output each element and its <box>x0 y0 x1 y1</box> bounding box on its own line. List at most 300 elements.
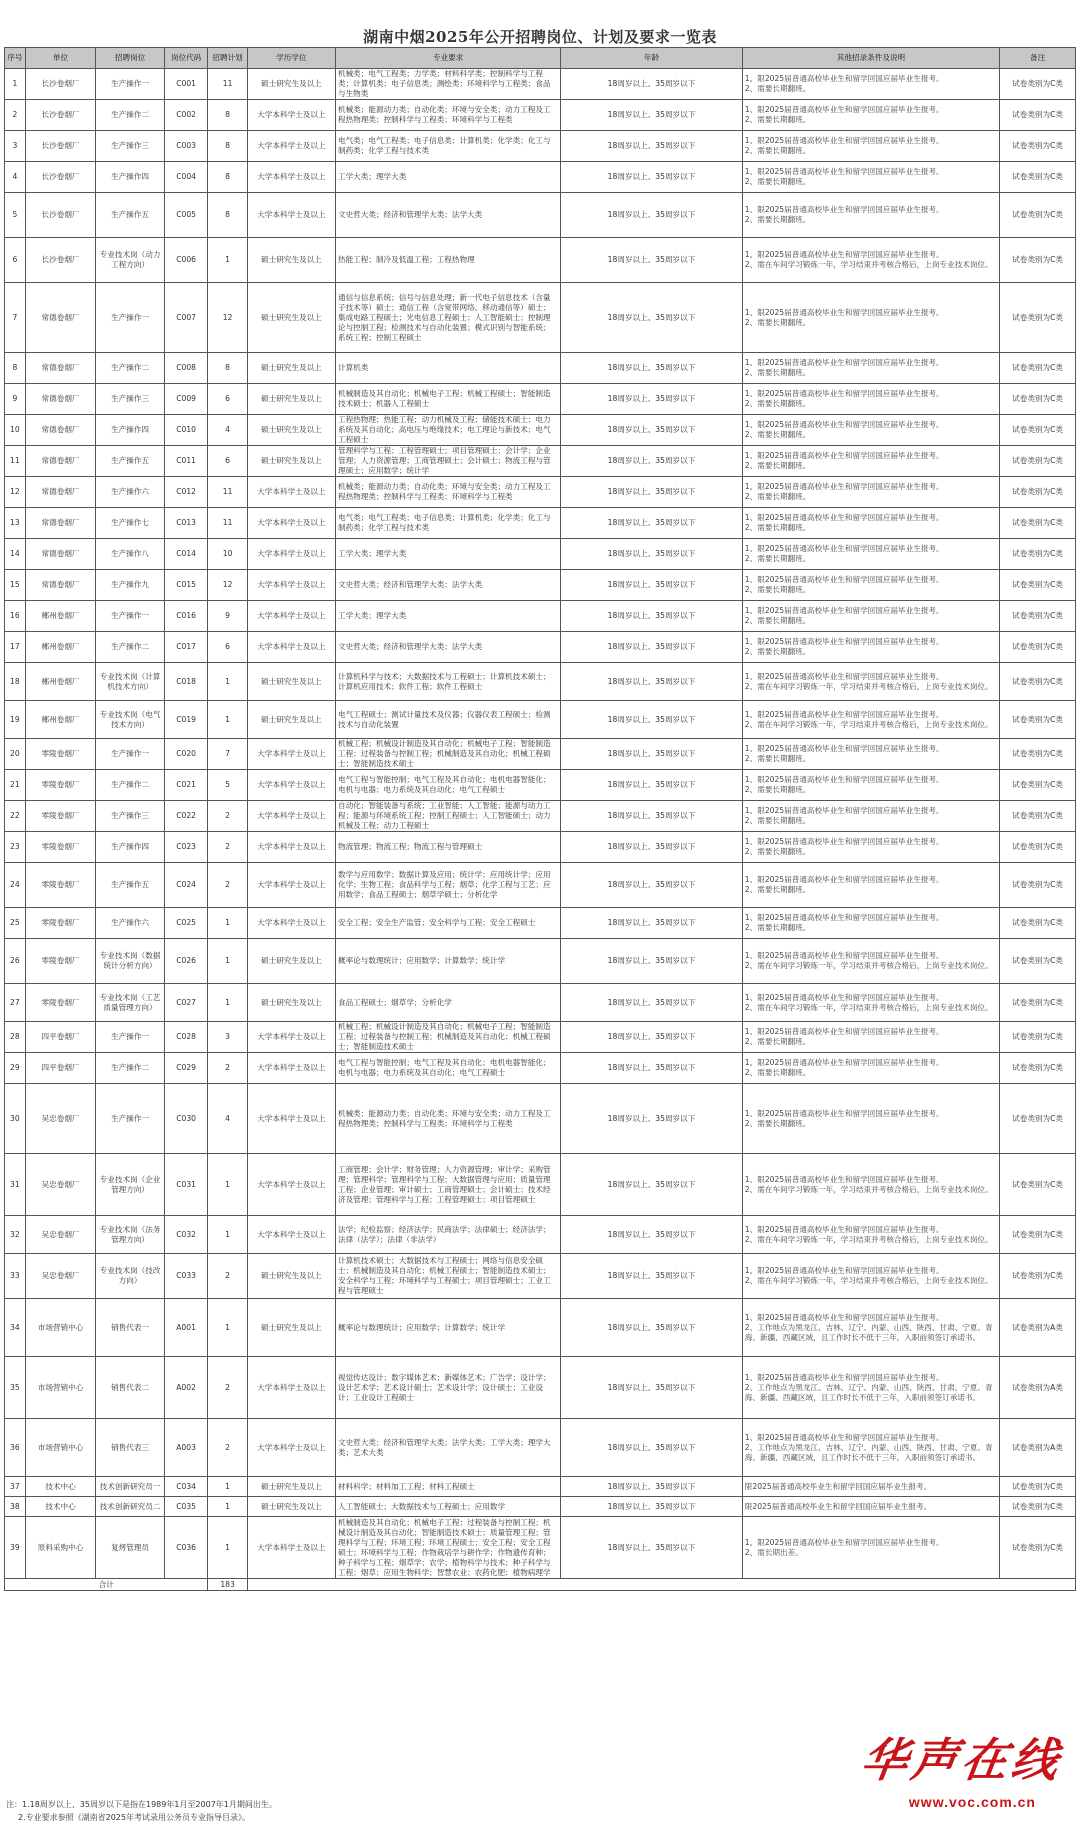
cell-plan: 6 <box>208 446 247 477</box>
cell-position: 生产操作五 <box>96 193 164 238</box>
cell-index: 34 <box>5 1299 26 1357</box>
cell-major: 机械制造及其自动化；机械电子工程；机械工程硕士；智能制造技术硕士；机器人工程硕士 <box>336 384 561 415</box>
cell-code: C006 <box>164 238 208 283</box>
cell-other: 限2025届普通高校毕业生和留学回国应届毕业生报考。 <box>742 1477 999 1497</box>
cell-unit: 常德卷烟厂 <box>25 415 96 446</box>
table-row <box>5 863 1076 908</box>
cell-major: 机械类；电气工程类；力学类；材料科学类；控制科学与工程类；计算机类；电子信息类；测绘类；环境科学与工程类；食品与生物类 <box>336 69 561 100</box>
cell-code: C031 <box>164 1154 208 1216</box>
cell-major: 管理科学与工程；工程管理硕士；项目管理硕士；会计学；企业管理；人力资源管理；工商管理硕士；会计硕士；物流工程与管理硕士；应用数学；统计学 <box>336 446 561 477</box>
cell-unit: 市场营销中心 <box>25 1419 96 1477</box>
cell-code: A001 <box>164 1299 208 1357</box>
header-remark: 备注 <box>1000 48 1076 69</box>
total-row <box>5 1579 1076 1591</box>
cell-index: 39 <box>5 1517 26 1579</box>
cell-unit: 常德卷烟厂 <box>25 283 96 353</box>
table-row <box>5 384 1076 415</box>
cell-plan: 1 <box>208 1477 247 1497</box>
table-row <box>5 984 1076 1022</box>
cell-unit: 常德卷烟厂 <box>25 353 96 384</box>
cell-unit: 郴州卷烟厂 <box>25 632 96 663</box>
cell-unit: 郴州卷烟厂 <box>25 663 96 701</box>
cell-other: 1、限2025届普通高校毕业生和留学回国应届毕业生报考。 2、需在车间学习锻炼一年，学习结束并考核合格后，上岗专业技术岗位。 <box>742 1254 999 1299</box>
cell-age: 18周岁以上、35周岁以下 <box>561 601 743 632</box>
cell-unit: 零陵卷烟厂 <box>25 984 96 1022</box>
cell-other: 1、限2025届普通高校毕业生和留学回国应届毕业生报考。 2、需要长期翻班。 <box>742 508 999 539</box>
cell-age: 18周岁以上、35周岁以下 <box>561 1477 743 1497</box>
cell-index: 19 <box>5 701 26 739</box>
cell-code: C023 <box>164 832 208 863</box>
cell-index: 21 <box>5 770 26 801</box>
cell-degree: 大学本科学士及以上 <box>247 508 335 539</box>
cell-plan: 5 <box>208 770 247 801</box>
cell-degree: 大学本科学士及以上 <box>247 477 335 508</box>
cell-remark: 试卷类别为C类 <box>1000 1477 1076 1497</box>
cell-unit: 长沙卷烟厂 <box>25 100 96 131</box>
cell-degree: 硕士研究生及以上 <box>247 1254 335 1299</box>
cell-code: C022 <box>164 801 208 832</box>
cell-major: 材料科学；材料加工工程；材料工程硕士 <box>336 1477 561 1497</box>
cell-code: A002 <box>164 1357 208 1419</box>
cell-other: 1、限2025届普通高校毕业生和留学回国应届毕业生报考。 2、需在车间学习锻炼一年，学习结束并考核合格后，上岗专业技术岗位。 <box>742 663 999 701</box>
cell-degree: 大学本科学士及以上 <box>247 863 335 908</box>
cell-code: C016 <box>164 601 208 632</box>
cell-other: 1、限2025届普通高校毕业生和留学回国应届毕业生报考。 2、需要长期翻班。 <box>742 415 999 446</box>
cell-other: 1、限2025届普通高校毕业生和留学回国应届毕业生报考。 2、需在车间学习锻炼一年，学习结束并考核合格后，上岗专业技术岗位。 <box>742 1216 999 1254</box>
cell-position: 生产操作九 <box>96 570 164 601</box>
cell-remark: 试卷类别为C类 <box>1000 701 1076 739</box>
cell-remark: 试卷类别为C类 <box>1000 801 1076 832</box>
cell-major: 文史哲大类；经济和管理学大类；法学大类 <box>336 193 561 238</box>
cell-index: 33 <box>5 1254 26 1299</box>
cell-index: 13 <box>5 508 26 539</box>
cell-major: 机械制造及其自动化；机械电子工程；过程装备与控制工程；机械设计制造及其自动化；智能制造技术硕士；质量管理工程；管理科学与工程；环境工程；环境工程硕士；安全工程；安全工程硕士；环境科学与工程；作物栽培学与耕作学；作物遗传育种；种子科学与工程；烟草学；农学；植物科学与技术；种子科学与工程；烟草；应用生物科学；智慧农业；农药化肥；植物病理学 <box>336 1517 561 1579</box>
cell-major: 电气工程硕士；测试计量技术及仪器；仪器仪表工程硕士；检测技术与自动化装置 <box>336 701 561 739</box>
cell-plan: 1 <box>208 1497 247 1517</box>
cell-position: 生产操作八 <box>96 539 164 570</box>
cell-index: 7 <box>5 283 26 353</box>
cell-plan: 12 <box>208 570 247 601</box>
cell-remark: 试卷类别为C类 <box>1000 601 1076 632</box>
cell-remark: 试卷类别为C类 <box>1000 908 1076 939</box>
cell-remark: 试卷类别为C类 <box>1000 1216 1076 1254</box>
cell-major: 视觉传达设计；数字媒体艺术；新媒体艺术；广告学；设计学；设计艺术学；艺术设计硕士；艺术设计学；设计硕士；工业设计；工业设计工程硕士 <box>336 1357 561 1419</box>
cell-code: C017 <box>164 632 208 663</box>
cell-other: 1、限2025届普通高校毕业生和留学回国应届毕业生报考。 2、需要长期翻班。 <box>742 477 999 508</box>
cell-age: 18周岁以上、35周岁以下 <box>561 1154 743 1216</box>
cell-major: 计算机技术硕士；大数据技术与工程硕士；网络与信息安全硕士；机械制造及其自动化；机械工程硕士；智能制造技术硕士；安全科学与工程；环境科学与工程硕士；项目管理硕士；工业工程与管理硕士 <box>336 1254 561 1299</box>
table-row <box>5 601 1076 632</box>
cell-major: 工学大类；理学大类 <box>336 539 561 570</box>
cell-code: C033 <box>164 1254 208 1299</box>
cell-age: 18周岁以上、35周岁以下 <box>561 1299 743 1357</box>
cell-index: 12 <box>5 477 26 508</box>
cell-position: 复烤管理员 <box>96 1517 164 1579</box>
cell-code: C026 <box>164 939 208 984</box>
cell-plan: 2 <box>208 832 247 863</box>
cell-index: 10 <box>5 415 26 446</box>
cell-age: 18周岁以上、35周岁以下 <box>561 984 743 1022</box>
cell-position: 生产操作三 <box>96 801 164 832</box>
cell-unit: 零陵卷烟厂 <box>25 739 96 770</box>
cell-plan: 1 <box>208 984 247 1022</box>
table-row <box>5 1084 1076 1154</box>
cell-remark: 试卷类别为C类 <box>1000 508 1076 539</box>
cell-plan: 2 <box>208 1254 247 1299</box>
cell-age: 18周岁以上、35周岁以下 <box>561 1254 743 1299</box>
cell-index: 9 <box>5 384 26 415</box>
cell-unit: 零陵卷烟厂 <box>25 939 96 984</box>
cell-index: 30 <box>5 1084 26 1154</box>
cell-age: 18周岁以上、35周岁以下 <box>561 1216 743 1254</box>
cell-code: C035 <box>164 1497 208 1517</box>
cell-code: C009 <box>164 384 208 415</box>
cell-major: 机械类；能源动力类；自动化类；环境与安全类；动力工程及工程热物理类；控制科学与工程类；环境科学与工程类 <box>336 477 561 508</box>
table-row <box>5 570 1076 601</box>
cell-major: 物流管理；物流工程；物流工程与管理硕士 <box>336 832 561 863</box>
cell-degree: 大学本科学士及以上 <box>247 908 335 939</box>
cell-other: 1、限2025届普通高校毕业生和留学回国应届毕业生报考。 2、需长期出差。 <box>742 1517 999 1579</box>
cell-code: C004 <box>164 162 208 193</box>
cell-plan: 11 <box>208 508 247 539</box>
cell-major: 文史哲大类；经济和管理学大类；法学大类；工学大类；理学大类；艺术大类 <box>336 1419 561 1477</box>
cell-code: C011 <box>164 446 208 477</box>
cell-other: 1、限2025届普通高校毕业生和留学回国应届毕业生报考。 2、需要长期翻班。 <box>742 770 999 801</box>
cell-position: 生产操作二 <box>96 353 164 384</box>
cell-index: 15 <box>5 570 26 601</box>
cell-index: 17 <box>5 632 26 663</box>
cell-code: C010 <box>164 415 208 446</box>
cell-code: C018 <box>164 663 208 701</box>
cell-index: 29 <box>5 1053 26 1084</box>
cell-age: 18周岁以上、35周岁以下 <box>561 415 743 446</box>
cell-index: 11 <box>5 446 26 477</box>
table-row <box>5 770 1076 801</box>
header-degree: 学历学位 <box>247 48 335 69</box>
cell-unit: 市场营销中心 <box>25 1299 96 1357</box>
cell-major: 食品工程硕士；烟草学；分析化学 <box>336 984 561 1022</box>
cell-remark: 试卷类别为C类 <box>1000 162 1076 193</box>
table-row <box>5 1299 1076 1357</box>
cell-unit: 郴州卷烟厂 <box>25 701 96 739</box>
cell-code: C002 <box>164 100 208 131</box>
cell-position: 销售代表一 <box>96 1299 164 1357</box>
cell-degree: 硕士研究生及以上 <box>247 415 335 446</box>
cell-other: 1、限2025届普通高校毕业生和留学回国应届毕业生报考。 2、需要长期翻班。 <box>742 832 999 863</box>
cell-plan: 1 <box>208 908 247 939</box>
cell-position: 专业技术岗（计算机技术方向） <box>96 663 164 701</box>
cell-code: C007 <box>164 283 208 353</box>
table-row <box>5 832 1076 863</box>
cell-degree: 大学本科学士及以上 <box>247 100 335 131</box>
cell-remark: 试卷类别为C类 <box>1000 69 1076 100</box>
cell-plan: 7 <box>208 739 247 770</box>
cell-degree: 大学本科学士及以上 <box>247 632 335 663</box>
header-major: 专业要求 <box>336 48 561 69</box>
cell-major: 数学与应用数学；数据计算及应用；统计学；应用统计学；应用化学；生物工程；食品科学与工程；烟草；化学工程与工艺；应用数学；食品工程硕士；烟草学硕士；分析化学 <box>336 863 561 908</box>
cell-remark: 试卷类别为C类 <box>1000 384 1076 415</box>
cell-code: C025 <box>164 908 208 939</box>
cell-major: 安全工程；安全生产监管；安全科学与工程；安全工程硕士 <box>336 908 561 939</box>
cell-major: 文史哲大类；经济和管理学大类；法学大类 <box>336 570 561 601</box>
cell-position: 专业技术岗（技改方向） <box>96 1254 164 1299</box>
cell-index: 5 <box>5 193 26 238</box>
cell-position: 专业技术岗（企业管理方向） <box>96 1154 164 1216</box>
cell-position: 生产操作四 <box>96 415 164 446</box>
cell-other: 1、限2025届普通高校毕业生和留学回国应届毕业生报考。 2、需要长期翻班。 <box>742 131 999 162</box>
page-title: 湖南中烟2025年公开招聘岗位、计划及要求一览表 <box>363 28 717 46</box>
cell-age: 18周岁以上、35周岁以下 <box>561 701 743 739</box>
cell-unit: 常德卷烟厂 <box>25 384 96 415</box>
cell-code: C030 <box>164 1084 208 1154</box>
cell-position: 专业技术岗（工艺质量管理方向） <box>96 984 164 1022</box>
cell-position: 技术创新研究员一 <box>96 1477 164 1497</box>
cell-age: 18周岁以上、35周岁以下 <box>561 1419 743 1477</box>
header-code: 岗位代码 <box>164 48 208 69</box>
cell-unit: 长沙卷烟厂 <box>25 238 96 283</box>
footnotes <box>6 1798 906 1824</box>
cell-remark: 试卷类别为A类 <box>1000 1357 1076 1419</box>
cell-age: 18周岁以上、35周岁以下 <box>561 69 743 100</box>
cell-code: C012 <box>164 477 208 508</box>
table-row <box>5 939 1076 984</box>
cell-plan: 6 <box>208 632 247 663</box>
cell-age: 18周岁以上、35周岁以下 <box>561 1022 743 1053</box>
cell-plan: 8 <box>208 353 247 384</box>
cell-degree: 大学本科学士及以上 <box>247 1216 335 1254</box>
cell-plan: 3 <box>208 1022 247 1053</box>
cell-degree: 大学本科学士及以上 <box>247 1084 335 1154</box>
cell-position: 生产操作三 <box>96 384 164 415</box>
cell-remark: 试卷类别为C类 <box>1000 283 1076 353</box>
table-row <box>5 632 1076 663</box>
cell-plan: 1 <box>208 238 247 283</box>
cell-unit: 四平卷烟厂 <box>25 1053 96 1084</box>
table-row <box>5 415 1076 446</box>
table-row <box>5 238 1076 283</box>
cell-age: 18周岁以上、35周岁以下 <box>561 863 743 908</box>
cell-code: C036 <box>164 1517 208 1579</box>
cell-remark: 试卷类别为C类 <box>1000 939 1076 984</box>
cell-index: 36 <box>5 1419 26 1477</box>
cell-degree: 大学本科学士及以上 <box>247 1419 335 1477</box>
header-index: 序号 <box>5 48 26 69</box>
cell-remark: 试卷类别为A类 <box>1000 1299 1076 1357</box>
cell-age: 18周岁以上、35周岁以下 <box>561 1517 743 1579</box>
cell-position: 生产操作二 <box>96 770 164 801</box>
cell-other: 1、限2025届普通高校毕业生和留学回国应届毕业生报考。 2、需要长期翻班。 <box>742 100 999 131</box>
watermark-logo-text: 华声在线 <box>857 1733 1066 1787</box>
cell-other: 1、限2025届普通高校毕业生和留学回国应届毕业生报考。 2、需要长期翻班。 <box>742 384 999 415</box>
cell-age: 18周岁以上、35周岁以下 <box>561 162 743 193</box>
cell-index: 23 <box>5 832 26 863</box>
cell-plan: 10 <box>208 539 247 570</box>
total-label: 合计 <box>5 1579 208 1591</box>
table-row <box>5 1419 1076 1477</box>
cell-code: C032 <box>164 1216 208 1254</box>
cell-major: 工学大类；理学大类 <box>336 162 561 193</box>
cell-remark: 试卷类别为C类 <box>1000 539 1076 570</box>
cell-position: 生产操作二 <box>96 100 164 131</box>
cell-age: 18周岁以上、35周岁以下 <box>561 446 743 477</box>
cell-degree: 硕士研究生及以上 <box>247 283 335 353</box>
cell-position: 专业技术岗（电气技术方向） <box>96 701 164 739</box>
cell-other: 1、限2025届普通高校毕业生和留学回国应届毕业生报考。 2、需要长期翻班。 <box>742 446 999 477</box>
cell-index: 32 <box>5 1216 26 1254</box>
cell-plan: 12 <box>208 283 247 353</box>
cell-index: 35 <box>5 1357 26 1419</box>
cell-remark: 试卷类别为C类 <box>1000 1154 1076 1216</box>
cell-code: C015 <box>164 570 208 601</box>
cell-remark: 试卷类别为C类 <box>1000 100 1076 131</box>
cell-major: 工商管理；会计学；财务管理；人力资源管理；审计学；采购管理；管理科学；管理科学与工程；大数据管理与应用；质量管理工程；企业管理；审计硕士；工商管理硕士；会计硕士；技术经济及管理；管理科学与工程；工程管理硕士；项目管理硕士 <box>336 1154 561 1216</box>
cell-code: C029 <box>164 1053 208 1084</box>
cell-age: 18周岁以上、35周岁以下 <box>561 739 743 770</box>
cell-major: 法学；纪检监察；经济法学；民商法学；法律硕士；经济法学；法律（法学）；法律（非法学） <box>336 1216 561 1254</box>
cell-code: C008 <box>164 353 208 384</box>
cell-remark: 试卷类别为C类 <box>1000 193 1076 238</box>
cell-other: 1、限2025届普通高校毕业生和留学回国应届毕业生报考。 2、工作地点为黑龙江、吉林、辽宁、内蒙、山西、陕西、甘肃、宁夏、青海、新疆、西藏区域，且工作时长不低于三年，入职前须签订承诺书。 <box>742 1357 999 1419</box>
cell-remark: 试卷类别为C类 <box>1000 477 1076 508</box>
cell-position: 生产操作五 <box>96 446 164 477</box>
cell-remark: 试卷类别为C类 <box>1000 446 1076 477</box>
cell-plan: 2 <box>208 801 247 832</box>
header-other: 其他招录条件及说明 <box>742 48 999 69</box>
cell-position: 生产操作一 <box>96 601 164 632</box>
cell-remark: 试卷类别为C类 <box>1000 863 1076 908</box>
table-row <box>5 69 1076 100</box>
cell-other: 1、限2025届普通高校毕业生和留学回国应届毕业生报考。 2、工作地点为黑龙江、吉林、辽宁、内蒙、山西、陕西、甘肃、宁夏、青海、新疆、西藏区域，且工作时长不低于三年，入职前须签订承诺书。 <box>742 1299 999 1357</box>
cell-other: 1、限2025届普通高校毕业生和留学回国应届毕业生报考。 2、需在车间学习锻炼一年，学习结束并考核合格后，上岗专业技术岗位。 <box>742 1154 999 1216</box>
table-row <box>5 131 1076 162</box>
table-row <box>5 100 1076 131</box>
cell-degree: 大学本科学士及以上 <box>247 832 335 863</box>
cell-plan: 8 <box>208 162 247 193</box>
cell-degree: 硕士研究生及以上 <box>247 353 335 384</box>
cell-age: 18周岁以上、35周岁以下 <box>561 908 743 939</box>
cell-code: C027 <box>164 984 208 1022</box>
cell-other: 1、限2025届普通高校毕业生和留学回国应届毕业生报考。 2、需要长期翻班。 <box>742 1053 999 1084</box>
cell-index: 6 <box>5 238 26 283</box>
cell-age: 18周岁以上、35周岁以下 <box>561 570 743 601</box>
cell-remark: 试卷类别为C类 <box>1000 131 1076 162</box>
cell-remark: 试卷类别为C类 <box>1000 353 1076 384</box>
cell-age: 18周岁以上、35周岁以下 <box>561 1497 743 1517</box>
cell-plan: 6 <box>208 384 247 415</box>
cell-code: C034 <box>164 1477 208 1497</box>
cell-position: 生产操作六 <box>96 908 164 939</box>
cell-unit: 零陵卷烟厂 <box>25 801 96 832</box>
header-unit: 单位 <box>25 48 96 69</box>
cell-index: 14 <box>5 539 26 570</box>
table-row <box>5 1022 1076 1053</box>
cell-remark: 试卷类别为C类 <box>1000 770 1076 801</box>
table-row <box>5 739 1076 770</box>
cell-other: 1、限2025届普通高校毕业生和留学回国应届毕业生报考。 2、工作地点为黑龙江、吉林、辽宁、内蒙、山西、陕西、甘肃、宁夏、青海、新疆、西藏区域，且工作时长不低于三年，入职前须签订承诺书。 <box>742 1419 999 1477</box>
cell-code: C005 <box>164 193 208 238</box>
cell-other: 1、限2025届普通高校毕业生和留学回国应届毕业生报考。 2、需要长期翻班。 <box>742 632 999 663</box>
header-age: 年龄 <box>561 48 743 69</box>
cell-degree: 大学本科学士及以上 <box>247 1517 335 1579</box>
cell-remark: 试卷类别为C类 <box>1000 1022 1076 1053</box>
cell-major: 人工智能硕士；大数据技术与工程硕士；应用数学 <box>336 1497 561 1517</box>
cell-age: 18周岁以上、35周岁以下 <box>561 632 743 663</box>
cell-plan: 2 <box>208 1053 247 1084</box>
cell-remark: 试卷类别为C类 <box>1000 1084 1076 1154</box>
cell-plan: 1 <box>208 1517 247 1579</box>
cell-degree: 硕士研究生及以上 <box>247 1299 335 1357</box>
cell-degree: 硕士研究生及以上 <box>247 446 335 477</box>
cell-major: 计算机类 <box>336 353 561 384</box>
cell-other: 1、限2025届普通高校毕业生和留学回国应届毕业生报考。 2、需要长期翻班。 <box>742 193 999 238</box>
cell-index: 4 <box>5 162 26 193</box>
cell-unit: 长沙卷烟厂 <box>25 162 96 193</box>
cell-major: 机械工程；机械设计制造及其自动化；机械电子工程；智能制造工程；过程装备与控制工程；机械制造及其自动化；机械工程硕士；智能制造技术硕士 <box>336 739 561 770</box>
cell-degree: 大学本科学士及以上 <box>247 193 335 238</box>
cell-major: 计算机科学与技术；大数据技术与工程硕士；计算机技术硕士；计算机应用技术；软件工程；软件工程硕士 <box>336 663 561 701</box>
cell-other: 1、限2025届普通高校毕业生和留学回国应届毕业生报考。 2、需要长期翻班。 <box>742 1022 999 1053</box>
cell-major: 电气工程与智能控制；电气工程及其自动化；电机电器智能化；电机与电器；电力系统及其自动化；电气工程硕士 <box>336 770 561 801</box>
cell-unit: 长沙卷烟厂 <box>25 193 96 238</box>
cell-position: 生产操作七 <box>96 508 164 539</box>
cell-age: 18周岁以上、35周岁以下 <box>561 939 743 984</box>
cell-degree: 大学本科学士及以上 <box>247 131 335 162</box>
cell-index: 18 <box>5 663 26 701</box>
table-row <box>5 908 1076 939</box>
table-row <box>5 283 1076 353</box>
cell-position: 专业技术岗（法务管理方向） <box>96 1216 164 1254</box>
cell-age: 18周岁以上、35周岁以下 <box>561 100 743 131</box>
cell-position: 销售代表三 <box>96 1419 164 1477</box>
cell-major: 概率论与数理统计；应用数学；计算数学；统计学 <box>336 939 561 984</box>
header-plan: 招聘计划 <box>208 48 247 69</box>
cell-remark: 试卷类别为C类 <box>1000 1053 1076 1084</box>
cell-other: 1、限2025届普通高校毕业生和留学回国应届毕业生报考。 2、需要长期翻班。 <box>742 162 999 193</box>
cell-unit: 常德卷烟厂 <box>25 446 96 477</box>
cell-index: 25 <box>5 908 26 939</box>
table-header-row <box>5 48 1076 69</box>
cell-plan: 11 <box>208 69 247 100</box>
cell-position: 生产操作一 <box>96 739 164 770</box>
cell-other: 1、限2025届普通高校毕业生和留学回国应届毕业生报考。 2、需要长期翻班。 <box>742 1084 999 1154</box>
cell-remark: 试卷类别为C类 <box>1000 663 1076 701</box>
site-watermark <box>836 1714 1066 1814</box>
cell-age: 18周岁以上、35周岁以下 <box>561 477 743 508</box>
cell-code: C014 <box>164 539 208 570</box>
cell-unit: 技术中心 <box>25 1477 96 1497</box>
cell-index: 3 <box>5 131 26 162</box>
cell-index: 28 <box>5 1022 26 1053</box>
cell-degree: 硕士研究生及以上 <box>247 939 335 984</box>
cell-unit: 市场营销中心 <box>25 1357 96 1419</box>
cell-code: C024 <box>164 863 208 908</box>
cell-remark: 试卷类别为C类 <box>1000 984 1076 1022</box>
cell-other: 1、限2025届普通高校毕业生和留学回国应届毕业生报考。 2、需要长期翻班。 <box>742 739 999 770</box>
footnote-2: 2.专业要求参照《湖南省2025年考试录用公务员专业指导目录》。 <box>18 1813 250 1822</box>
table-row <box>5 162 1076 193</box>
cell-index: 22 <box>5 801 26 832</box>
cell-position: 生产操作四 <box>96 162 164 193</box>
cell-index: 37 <box>5 1477 26 1497</box>
cell-other: 限2025届普通高校毕业生和留学回国应届毕业生报考。 <box>742 1497 999 1517</box>
cell-age: 18周岁以上、35周岁以下 <box>561 508 743 539</box>
cell-position: 专业技术岗（动力工程方向） <box>96 238 164 283</box>
cell-remark: 试卷类别为C类 <box>1000 832 1076 863</box>
cell-position: 生产操作二 <box>96 1053 164 1084</box>
cell-major: 机械工程；机械设计制造及其自动化；机械电子工程；智能制造工程；过程装备与控制工程；机械制造及其自动化；机械工程硕士；智能制造技术硕士 <box>336 1022 561 1053</box>
footnote-1: 注：1.18周岁以上、35周岁以下是指在1989年1月至2007年1月期间出生。 <box>6 1800 277 1809</box>
cell-degree: 硕士研究生及以上 <box>247 663 335 701</box>
